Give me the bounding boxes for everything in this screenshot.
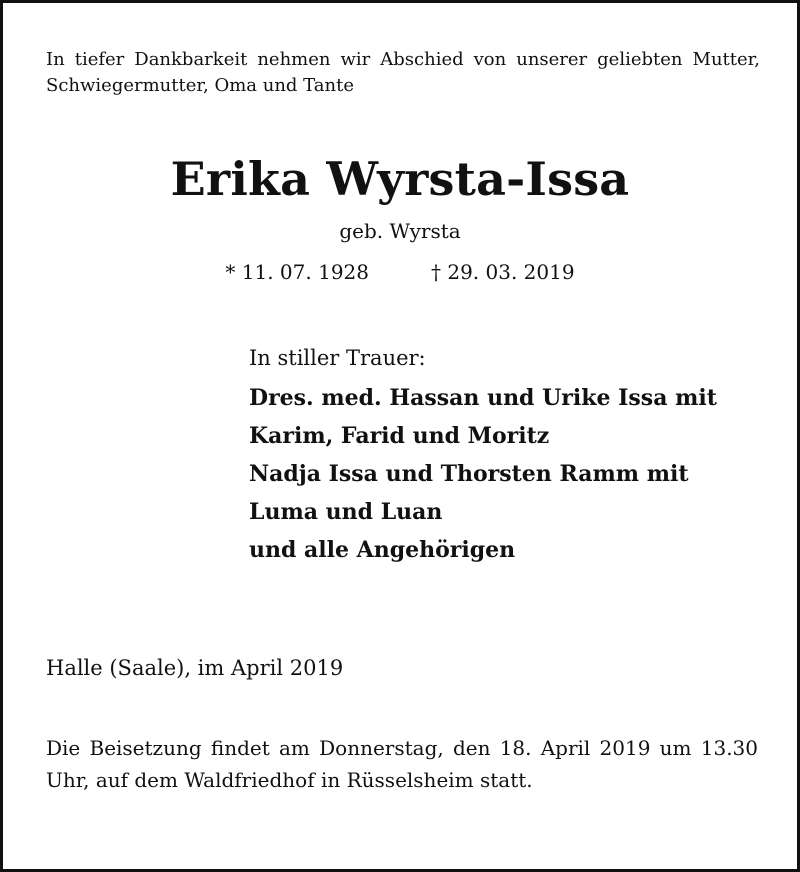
death-date: † 29. 03. 2019 [431, 260, 575, 284]
birth-date: * 11. 07. 1928 [225, 260, 369, 284]
place-and-date: Halle (Saale), im April 2019 [46, 656, 344, 680]
mourning-label: In stiller Trauer: [249, 346, 426, 370]
maiden-name: geb. Wyrsta [339, 219, 461, 243]
funeral-info: Die Beisetzung findet am Donnerstag, den 18. April 2019 um 13.30 Uhr, auf dem Waldfriedhof in Rüsselsheim statt. [46, 736, 758, 792]
mourner-line: und alle Angehörigen [249, 537, 516, 563]
mourner-line: Karim, Farid und Moritz [249, 423, 550, 449]
mourners-list [249, 379, 769, 569]
mourner-line: Luma und Luan [249, 499, 443, 525]
mourner-line: Dres. med. Hassan und Urike Issa mit [249, 385, 717, 411]
life-dates [3, 257, 797, 287]
mourners-block [249, 341, 769, 569]
intro-text: In tiefer Dankbarkeit nehmen wir Abschied von unserer geliebten Mutter, Schwiegermutter, Oma und Tante [46, 49, 760, 96]
mourner-line: Nadja Issa und Thorsten Ramm mit [249, 461, 689, 487]
deceased-name: Erika Wyrsta-Issa [170, 152, 630, 206]
